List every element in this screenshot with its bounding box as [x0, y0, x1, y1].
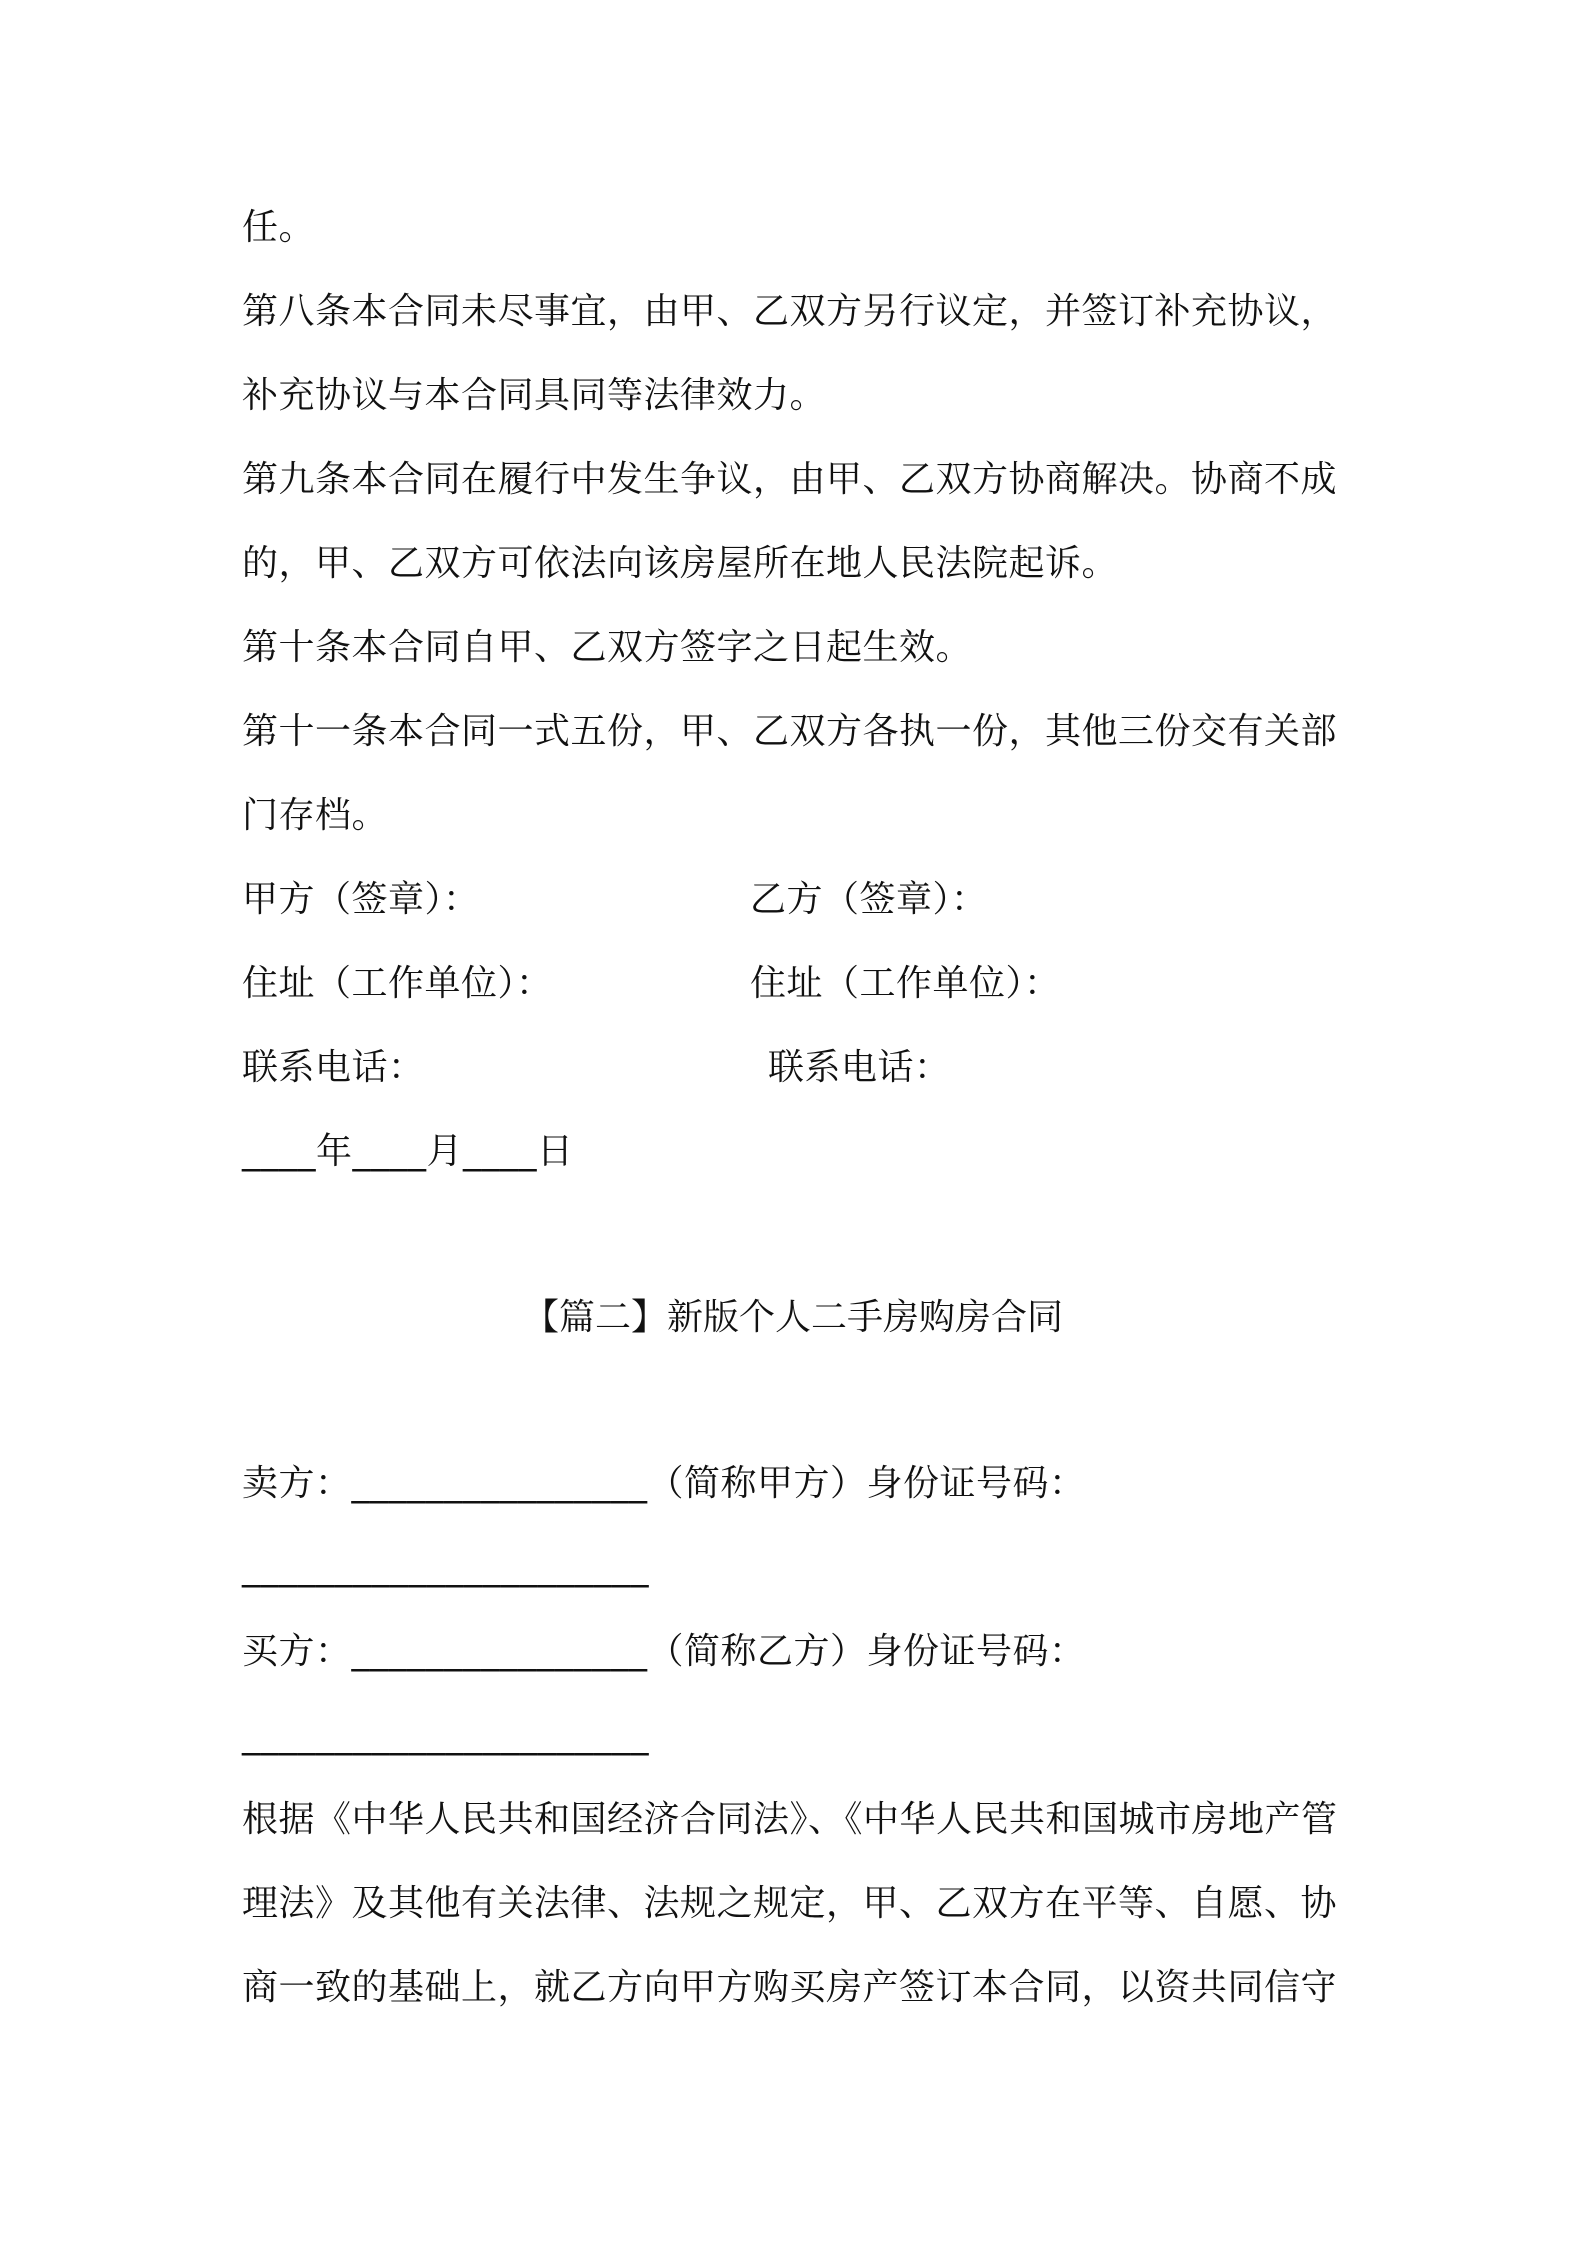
party-b-signature-label: 乙方（签章）：: [750, 879, 988, 920]
seller-line: 卖方：________________（简称甲方）身份证号码：: [242, 1463, 1086, 1504]
date-line: ____年____月____日: [242, 1131, 574, 1172]
preamble-line-2: 理法》及其他有关法律、法规之规定，甲、乙双方在平等、自愿、协: [242, 1883, 1338, 1924]
party-b-address-label: 住址（工作单位）：: [750, 963, 1061, 1004]
article-9-line-1: 第九条本合同在履行中发生争议，由甲、乙双方协商解决。协商不成: [242, 459, 1338, 500]
party-b-phone-label: 联系电话：: [768, 1047, 951, 1088]
preamble-line-1: 根据《中华人民共和国经济合同法》、《中华人民共和国城市房地产管: [242, 1799, 1338, 1840]
preamble-line-3: 商一致的基础上，就乙方向甲方购买房产签订本合同，以资共同信守: [242, 1967, 1338, 2008]
buyer-line: 买方：________________（简称乙方）身份证号码：: [242, 1631, 1086, 1672]
article-8-line-2: 补充协议与本合同具同等法律效力。: [242, 375, 827, 416]
section-2-title: 【篇二】新版个人二手房购房合同: [522, 1297, 1063, 1338]
article-11-line-1: 第十一条本合同一式五份，甲、乙双方各执一份，其他三份交有关部: [242, 711, 1338, 752]
article-10: 第十条本合同自甲、乙双方签字之日起生效。: [242, 627, 973, 668]
article-11-line-2: 门存档。: [242, 795, 389, 836]
article-9-line-2: 的，甲、乙双方可依法向该房屋所在地人民法院起诉。: [242, 543, 1119, 584]
article-8-line-1: 第八条本合同未尽事宜，由甲、乙双方另行议定，并签订补充协议，: [242, 291, 1338, 332]
buyer-id-blank: ______________________: [242, 1715, 649, 1756]
seller-id-blank: ______________________: [242, 1547, 649, 1588]
party-a-address-label: 住址（工作单位）：: [242, 963, 553, 1004]
party-a-phone-label: 联系电话：: [242, 1047, 425, 1088]
previous-article-tail: 任。: [242, 207, 316, 248]
party-a-signature-label: 甲方（签章）：: [242, 879, 480, 920]
